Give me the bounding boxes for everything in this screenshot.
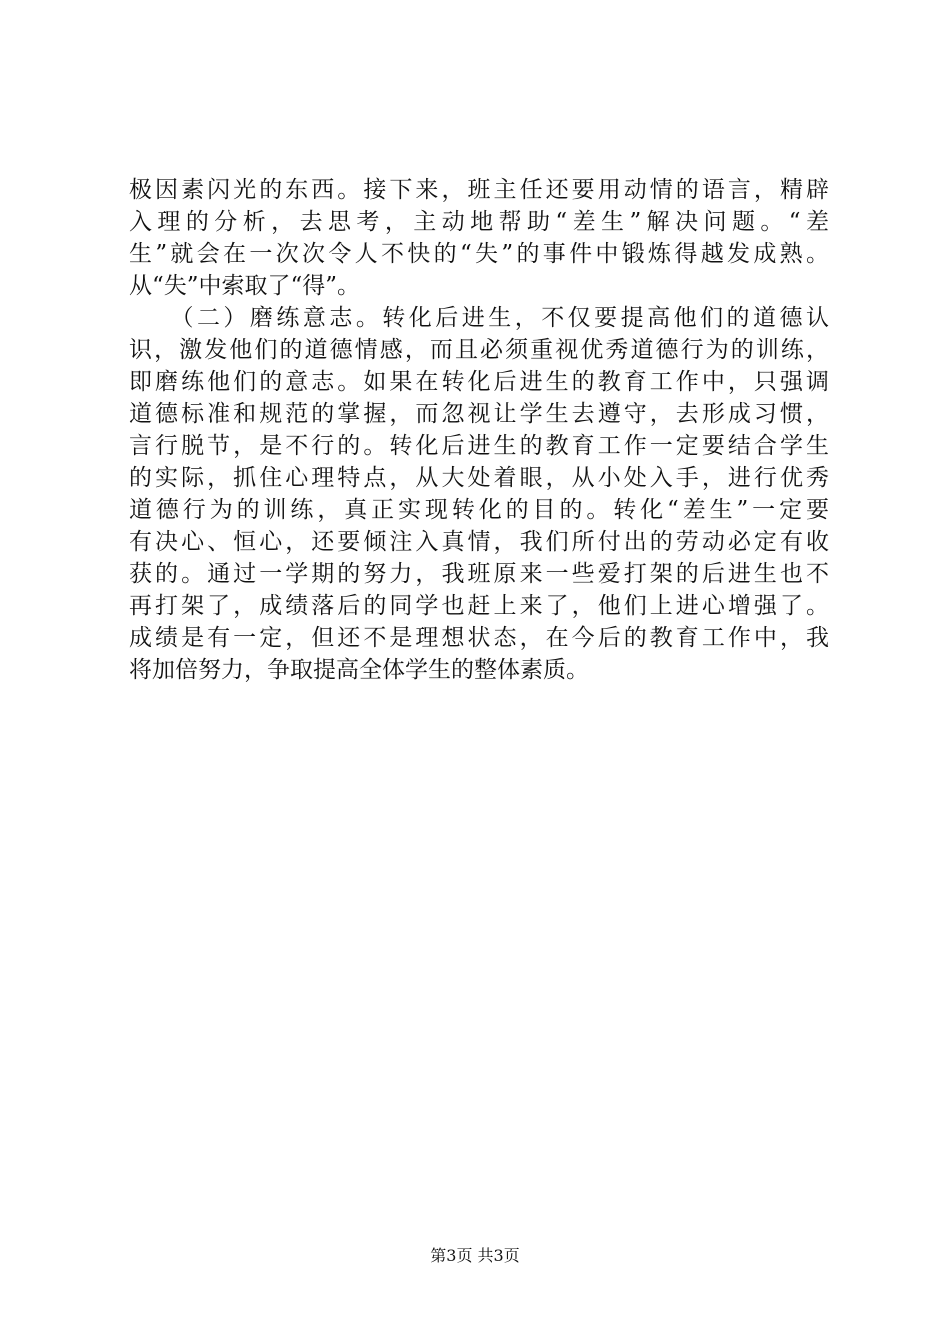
text-line: 入理的分析，去思考，主动地帮助“差生”解决问题。“差: [129, 209, 829, 235]
text-line: 极因素闪光的东西。接下来，班主任还要用动情的语言，精辟: [129, 177, 829, 203]
text-line: 的实际，抓住心理特点，从大处着眼，从小处入手，进行优秀: [129, 465, 829, 491]
page-footer: [0, 1244, 950, 1268]
text-line: 有决心、恒心，还要倾注入真情，我们所付出的劳动必定有收: [129, 529, 829, 555]
body-text: [129, 174, 829, 686]
page-number: 第3页 共3页: [430, 1246, 520, 1265]
text-line: （二）磨练意志。转化后进生，不仅要提高他们的道德认: [129, 305, 829, 331]
text-line: 从“失”中索取了“得”。: [129, 273, 361, 299]
text-line: 道德行为的训练，真正实现转化的目的。转化“差生”一定要: [129, 497, 829, 523]
text-line: 获的。通过一学期的努力，我班原来一些爱打架的后进生也不: [129, 561, 829, 587]
text-line: 道德标准和规范的掌握，而忽视让学生去遵守，去形成习惯，: [129, 401, 829, 427]
text-line: 生”就会在一次次令人不快的“失”的事件中锻炼得越发成熟。: [129, 241, 829, 267]
text-line: 将加倍努力，争取提高全体学生的整体素质。: [129, 657, 589, 683]
text-line: 再打架了，成绩落后的同学也赶上来了，他们上进心增强了。: [129, 593, 829, 619]
text-line: 言行脱节，是不行的。转化后进生的教育工作一定要结合学生: [129, 433, 829, 459]
text-line: 识，激发他们的道德情感，而且必须重视优秀道德行为的训练，: [129, 337, 829, 363]
text-line: 即磨练他们的意志。如果在转化后进生的教育工作中，只强调: [129, 369, 829, 395]
text-line: 成绩是有一定，但还不是理想状态，在今后的教育工作中，我: [129, 625, 829, 651]
